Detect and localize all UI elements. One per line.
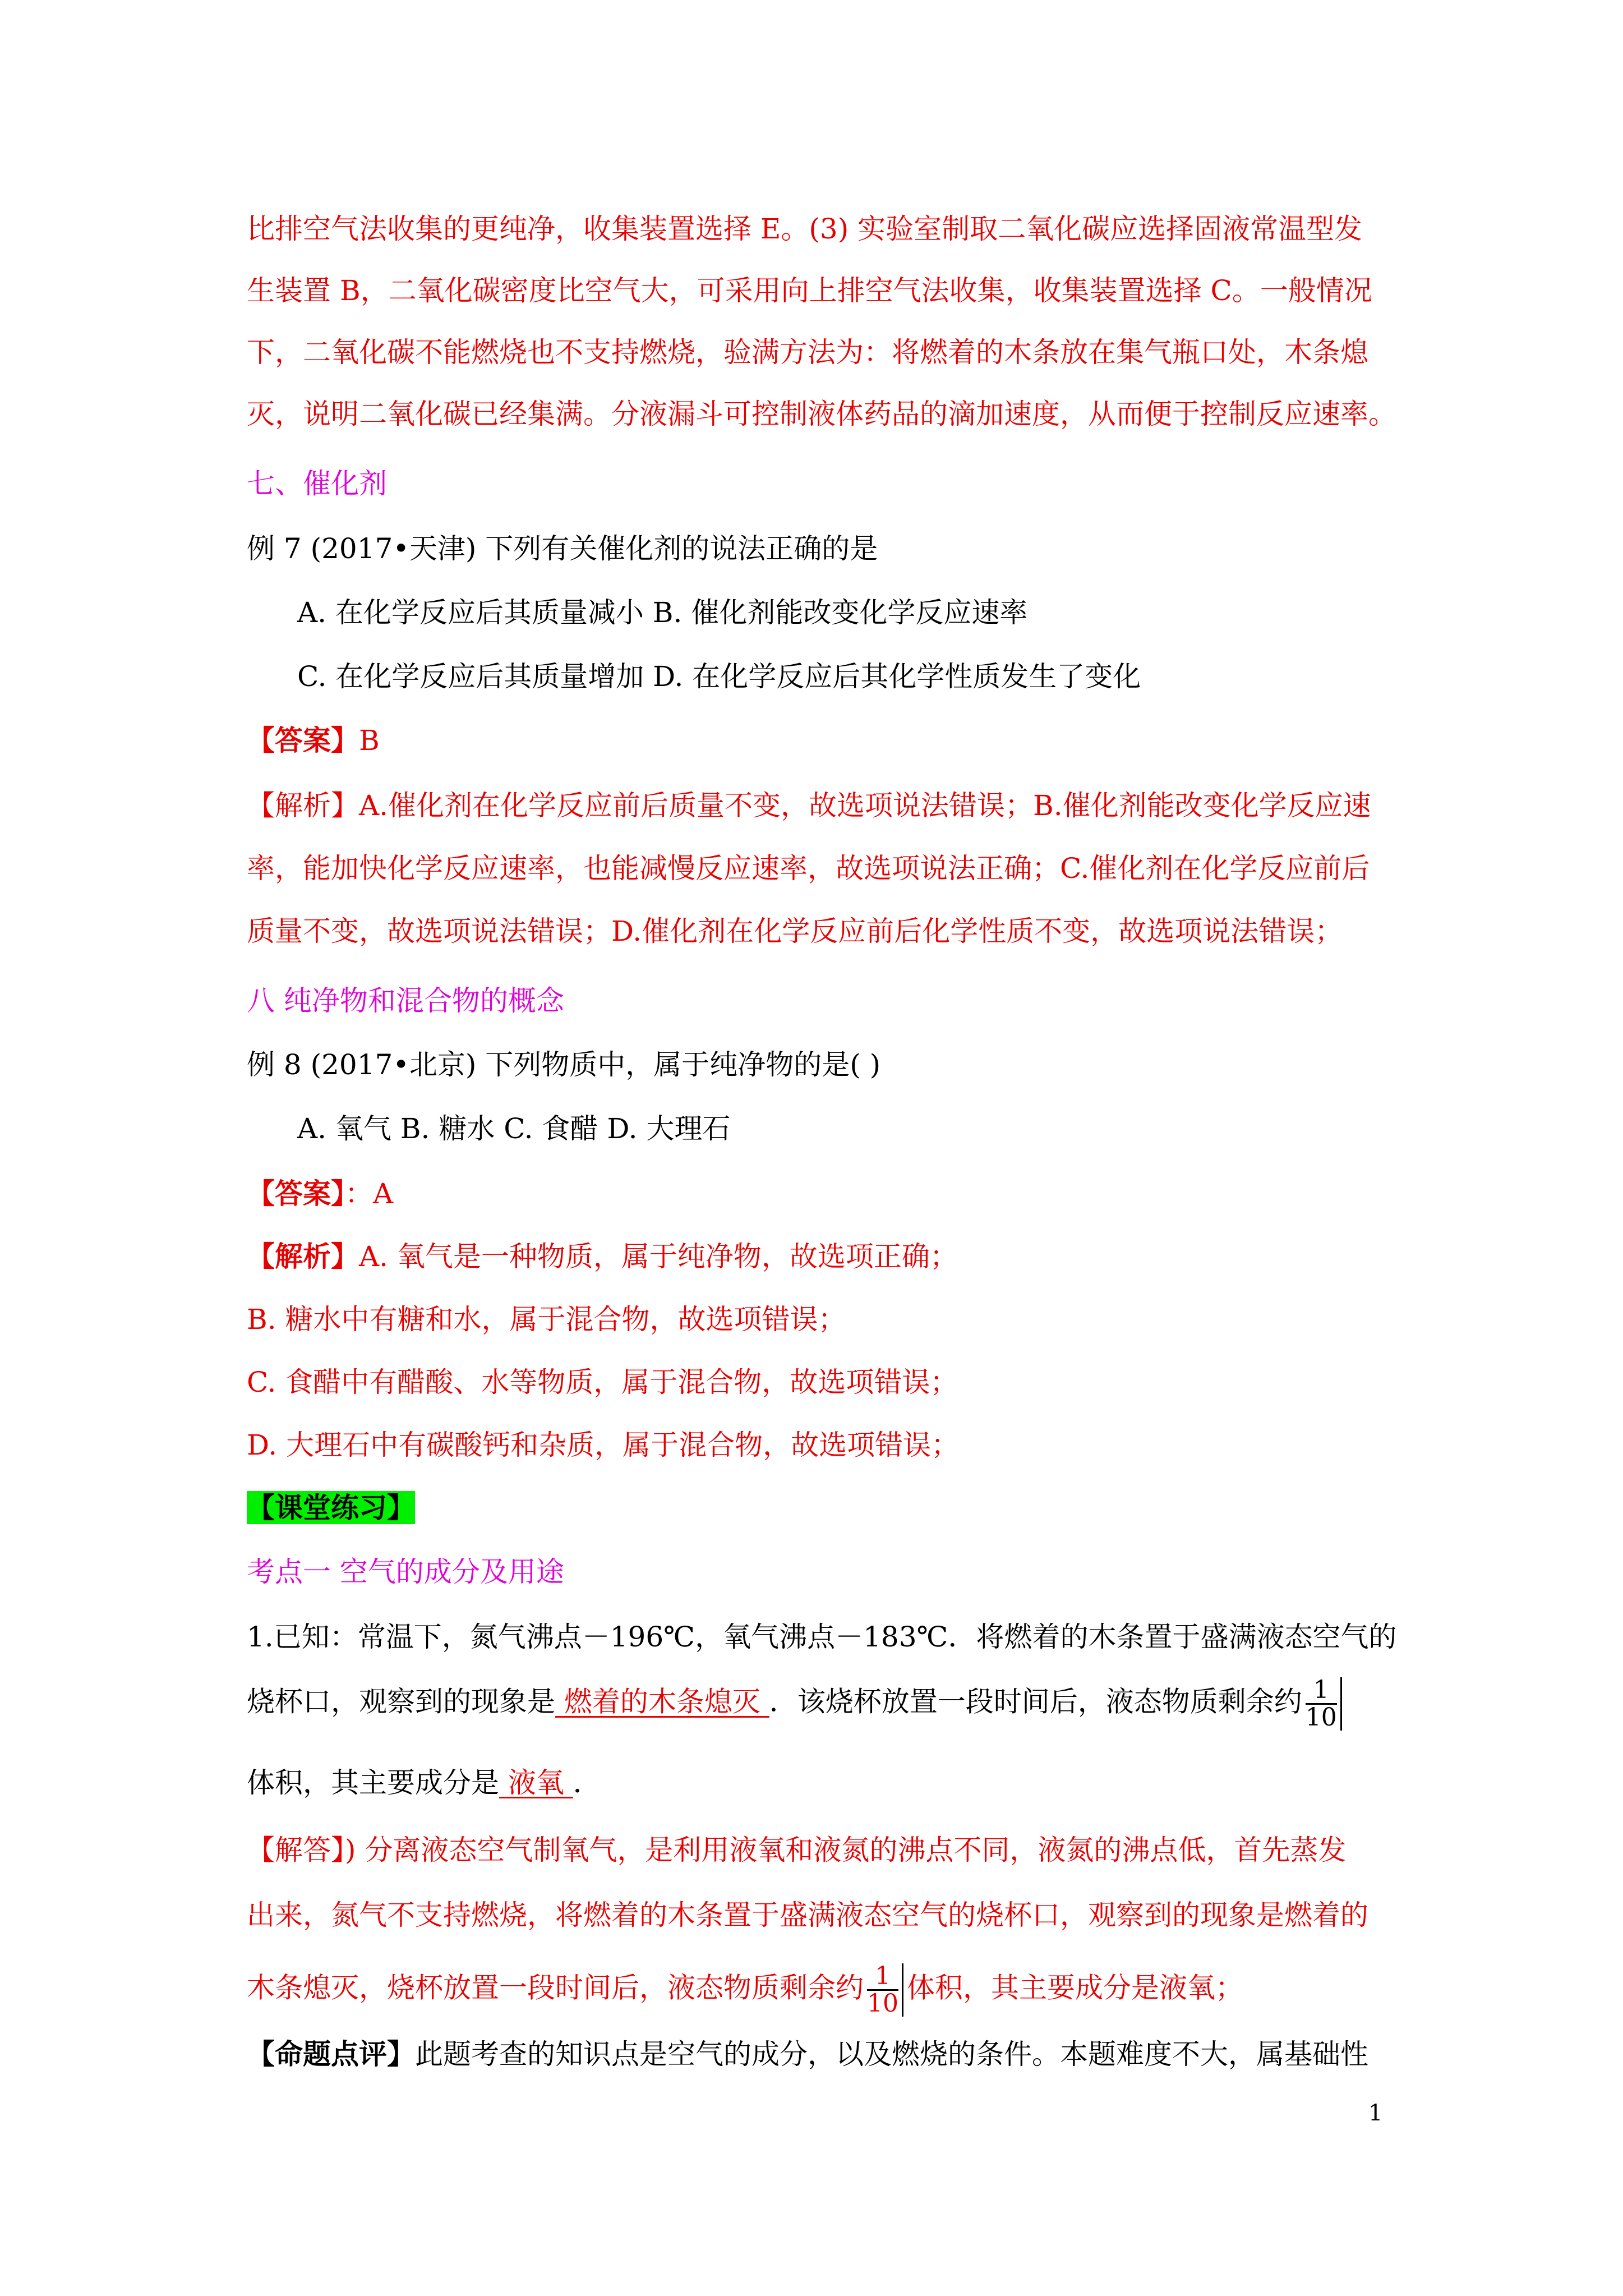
- question-1-text-d: ．: [573, 1766, 601, 1799]
- fraction-numerator: 1: [1306, 1677, 1337, 1705]
- topic-1-heading: 考点一 空气的成分及用途: [247, 1556, 564, 1588]
- example-8-analysis-line-4: D. 大理石中有碳酸钙和杂质，属于混合物，故选项错误；: [247, 1429, 960, 1461]
- example-7-analysis-line-1: 【解析】A.催化剂在化学反应前后质量不变，故选项说法错误；B.催化剂能改变化学反应速: [247, 789, 1371, 822]
- question-1-line-3: [247, 1766, 601, 1800]
- answer-value: ：A: [345, 1177, 394, 1210]
- example-8-analysis-line-3: C. 食醋中有醋酸、水等物质，属于混合物，故选项错误；: [247, 1366, 958, 1398]
- example-8-answer: [247, 1177, 393, 1211]
- solution-line-2: 出来，氮气不支持燃烧，将燃着的木条置于盛满液态空气的烧杯口，观察到的现象是燃着的: [247, 1899, 1368, 1931]
- question-1-blank-1: 燃着的木条熄灭: [555, 1685, 769, 1718]
- practice-banner: [247, 1491, 415, 1525]
- example-7-options-row-2: C. 在化学反应后其质量增加 D. 在化学反应后其化学性质发生了变化: [297, 660, 1141, 693]
- explanation-line-2: 生装置 B，二氧化碳密度比空气大，可采用向上排空气法收集，收集装置选择 C。一般情况: [247, 274, 1372, 307]
- question-1-blank-2: 液氧: [499, 1766, 573, 1799]
- fraction-denominator: 10: [867, 1989, 898, 2018]
- section-8-heading: 八 纯净物和混合物的概念: [247, 984, 564, 1017]
- example-8-analysis-line-2: B. 糖水中有糖和水，属于混合物，故选项错误；: [247, 1303, 846, 1336]
- example-7-analysis-line-2: 率，能加快化学反应速率，也能减慢反应速率，故选项说法正确；C.催化剂在化学反应前后: [247, 852, 1370, 885]
- explanation-line-1: 比排空气法收集的更纯净，收集装置选择 E。(3) 实验室制取二氧化碳应选择固液常温型发: [247, 213, 1363, 245]
- example-7-answer: [247, 724, 380, 757]
- example-7-question: 例 7 (2017•天津) 下列有关催化剂的说法正确的是: [247, 532, 878, 565]
- question-1-text-b: ．该烧杯放置一段时间后，液态物质剩余约: [769, 1685, 1302, 1718]
- fraction-numerator: 1: [867, 1963, 898, 1991]
- question-1-line-2: [247, 1677, 1345, 1731]
- section-7-heading: 七、催化剂: [247, 467, 387, 500]
- explanation-line-4: 灭，说明二氧化碳已经集满。分液漏斗可控制液体药品的滴加速度，从而便于控制反应速率。: [247, 398, 1396, 430]
- question-1-text-a: 烧杯口，观察到的现象是: [247, 1685, 555, 1718]
- example-7-options-row-1: A. 在化学反应后其质量减小 B. 催化剂能改变化学反应速率: [297, 596, 1028, 629]
- example-8-options: A. 氧气 B. 糖水 C. 食醋 D. 大理石: [297, 1112, 731, 1145]
- comment-line: [247, 2037, 1368, 2071]
- analysis-text: A. 氧气是一种物质，属于纯净物，故选项正确；: [359, 1240, 958, 1273]
- analysis-label: 【解析】: [247, 1240, 359, 1273]
- solution-text-a: 木条熄灭，烧杯放置一段时间后，液态物质剩余约: [247, 1971, 864, 2004]
- example-7-analysis-line-3: 质量不变，故选项说法错误；D.催化剂在化学反应前后化学性质不变，故选项说法错误；: [247, 915, 1343, 947]
- question-1-text-c: 体积，其主要成分是: [247, 1766, 499, 1799]
- answer-value: B: [359, 724, 380, 757]
- page-number: 1: [1368, 2100, 1383, 2126]
- fraction-denominator: 10: [1305, 1703, 1337, 1732]
- fraction-one-tenth: [867, 1963, 903, 2017]
- practice-banner-label: 【课堂练习】: [247, 1491, 415, 1524]
- solution-text-b: 体积，其主要成分是液氧；: [907, 1971, 1243, 2004]
- comment-label: 【命题点评】: [247, 2037, 415, 2070]
- comment-text: 此题考查的知识点是空气的成分，以及燃烧的条件。本题难度不大，属基础性: [415, 2038, 1368, 2070]
- answer-label: 【答案】: [247, 724, 359, 757]
- question-1-line-1: 1.已知：常温下，氮气沸点－196℃，氧气沸点－183℃．将燃着的木条置于盛满液态空气的: [247, 1621, 1397, 1653]
- explanation-line-3: 下，二氧化碳不能燃烧也不支持燃烧，验满方法为：将燃着的木条放在集气瓶口处，木条熄: [247, 336, 1368, 369]
- solution-line-3: [247, 1963, 1243, 2017]
- answer-label: 【答案】: [247, 1177, 345, 1210]
- example-8-question: 例 8 (2017•北京) 下列物质中，属于纯净物的是( ): [247, 1048, 881, 1081]
- fraction-one-tenth: [1306, 1677, 1342, 1731]
- example-8-analysis-line-1: [247, 1240, 958, 1273]
- solution-line-1: 【解答】) 分离液态空气制氧气，是利用液氧和液氮的沸点不同，液氮的沸点低，首先蒸发: [247, 1834, 1347, 1866]
